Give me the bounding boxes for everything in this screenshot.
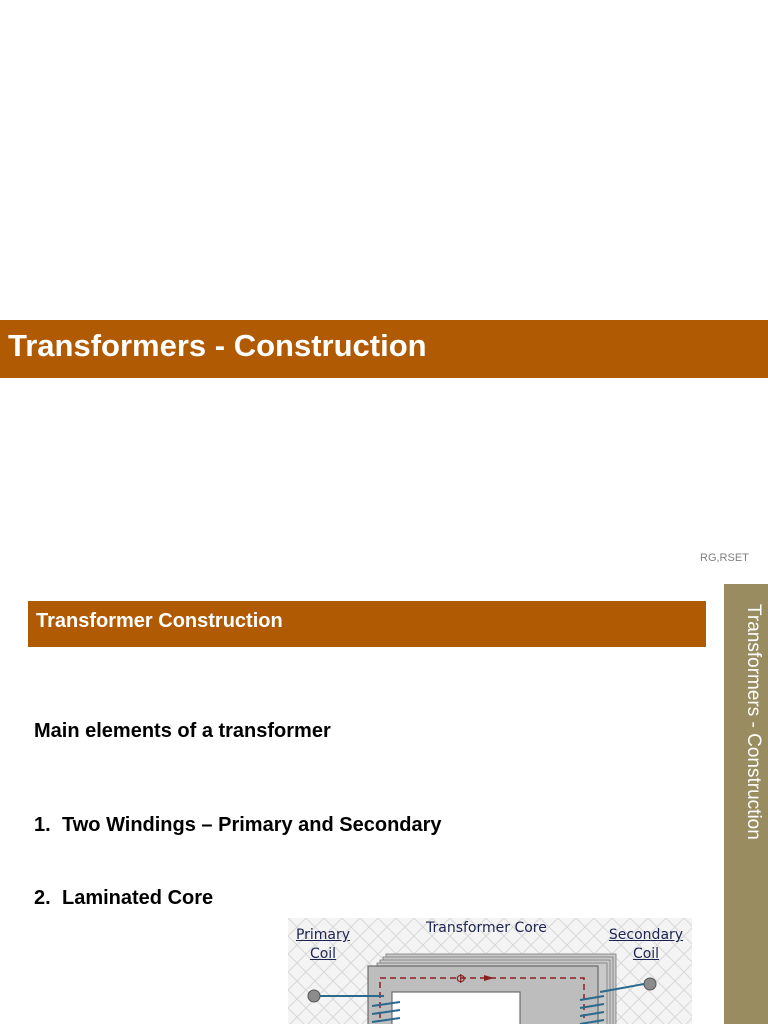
secondary-coil-label: Secondary Coil [608, 927, 684, 962]
section-title: Transformer Construction [36, 610, 283, 632]
core-window [392, 992, 520, 1024]
primary-terminal [308, 990, 320, 1002]
list-item [34, 814, 442, 837]
primary-coil-label: Primary Coil [295, 927, 351, 962]
list-number: 1. [34, 814, 51, 836]
core-label: Transformer Core [426, 920, 547, 936]
transformer-diagram [288, 918, 692, 1024]
secondary-terminal [644, 978, 656, 990]
footer-credit: RG,RSET [700, 552, 749, 564]
list-text: Two Windings – Primary and Secondary [62, 814, 442, 836]
section-header [28, 601, 706, 647]
flux-symbol: Φ [456, 972, 466, 986]
intro-text: Main elements of a transformer [34, 720, 331, 742]
list-number: 2. [34, 887, 51, 909]
list-item [34, 887, 213, 910]
slide-title: Transformers - Construction [8, 328, 427, 363]
list-text: Laminated Core [62, 887, 214, 909]
side-tab-label: Transformers - Construction [743, 604, 764, 840]
